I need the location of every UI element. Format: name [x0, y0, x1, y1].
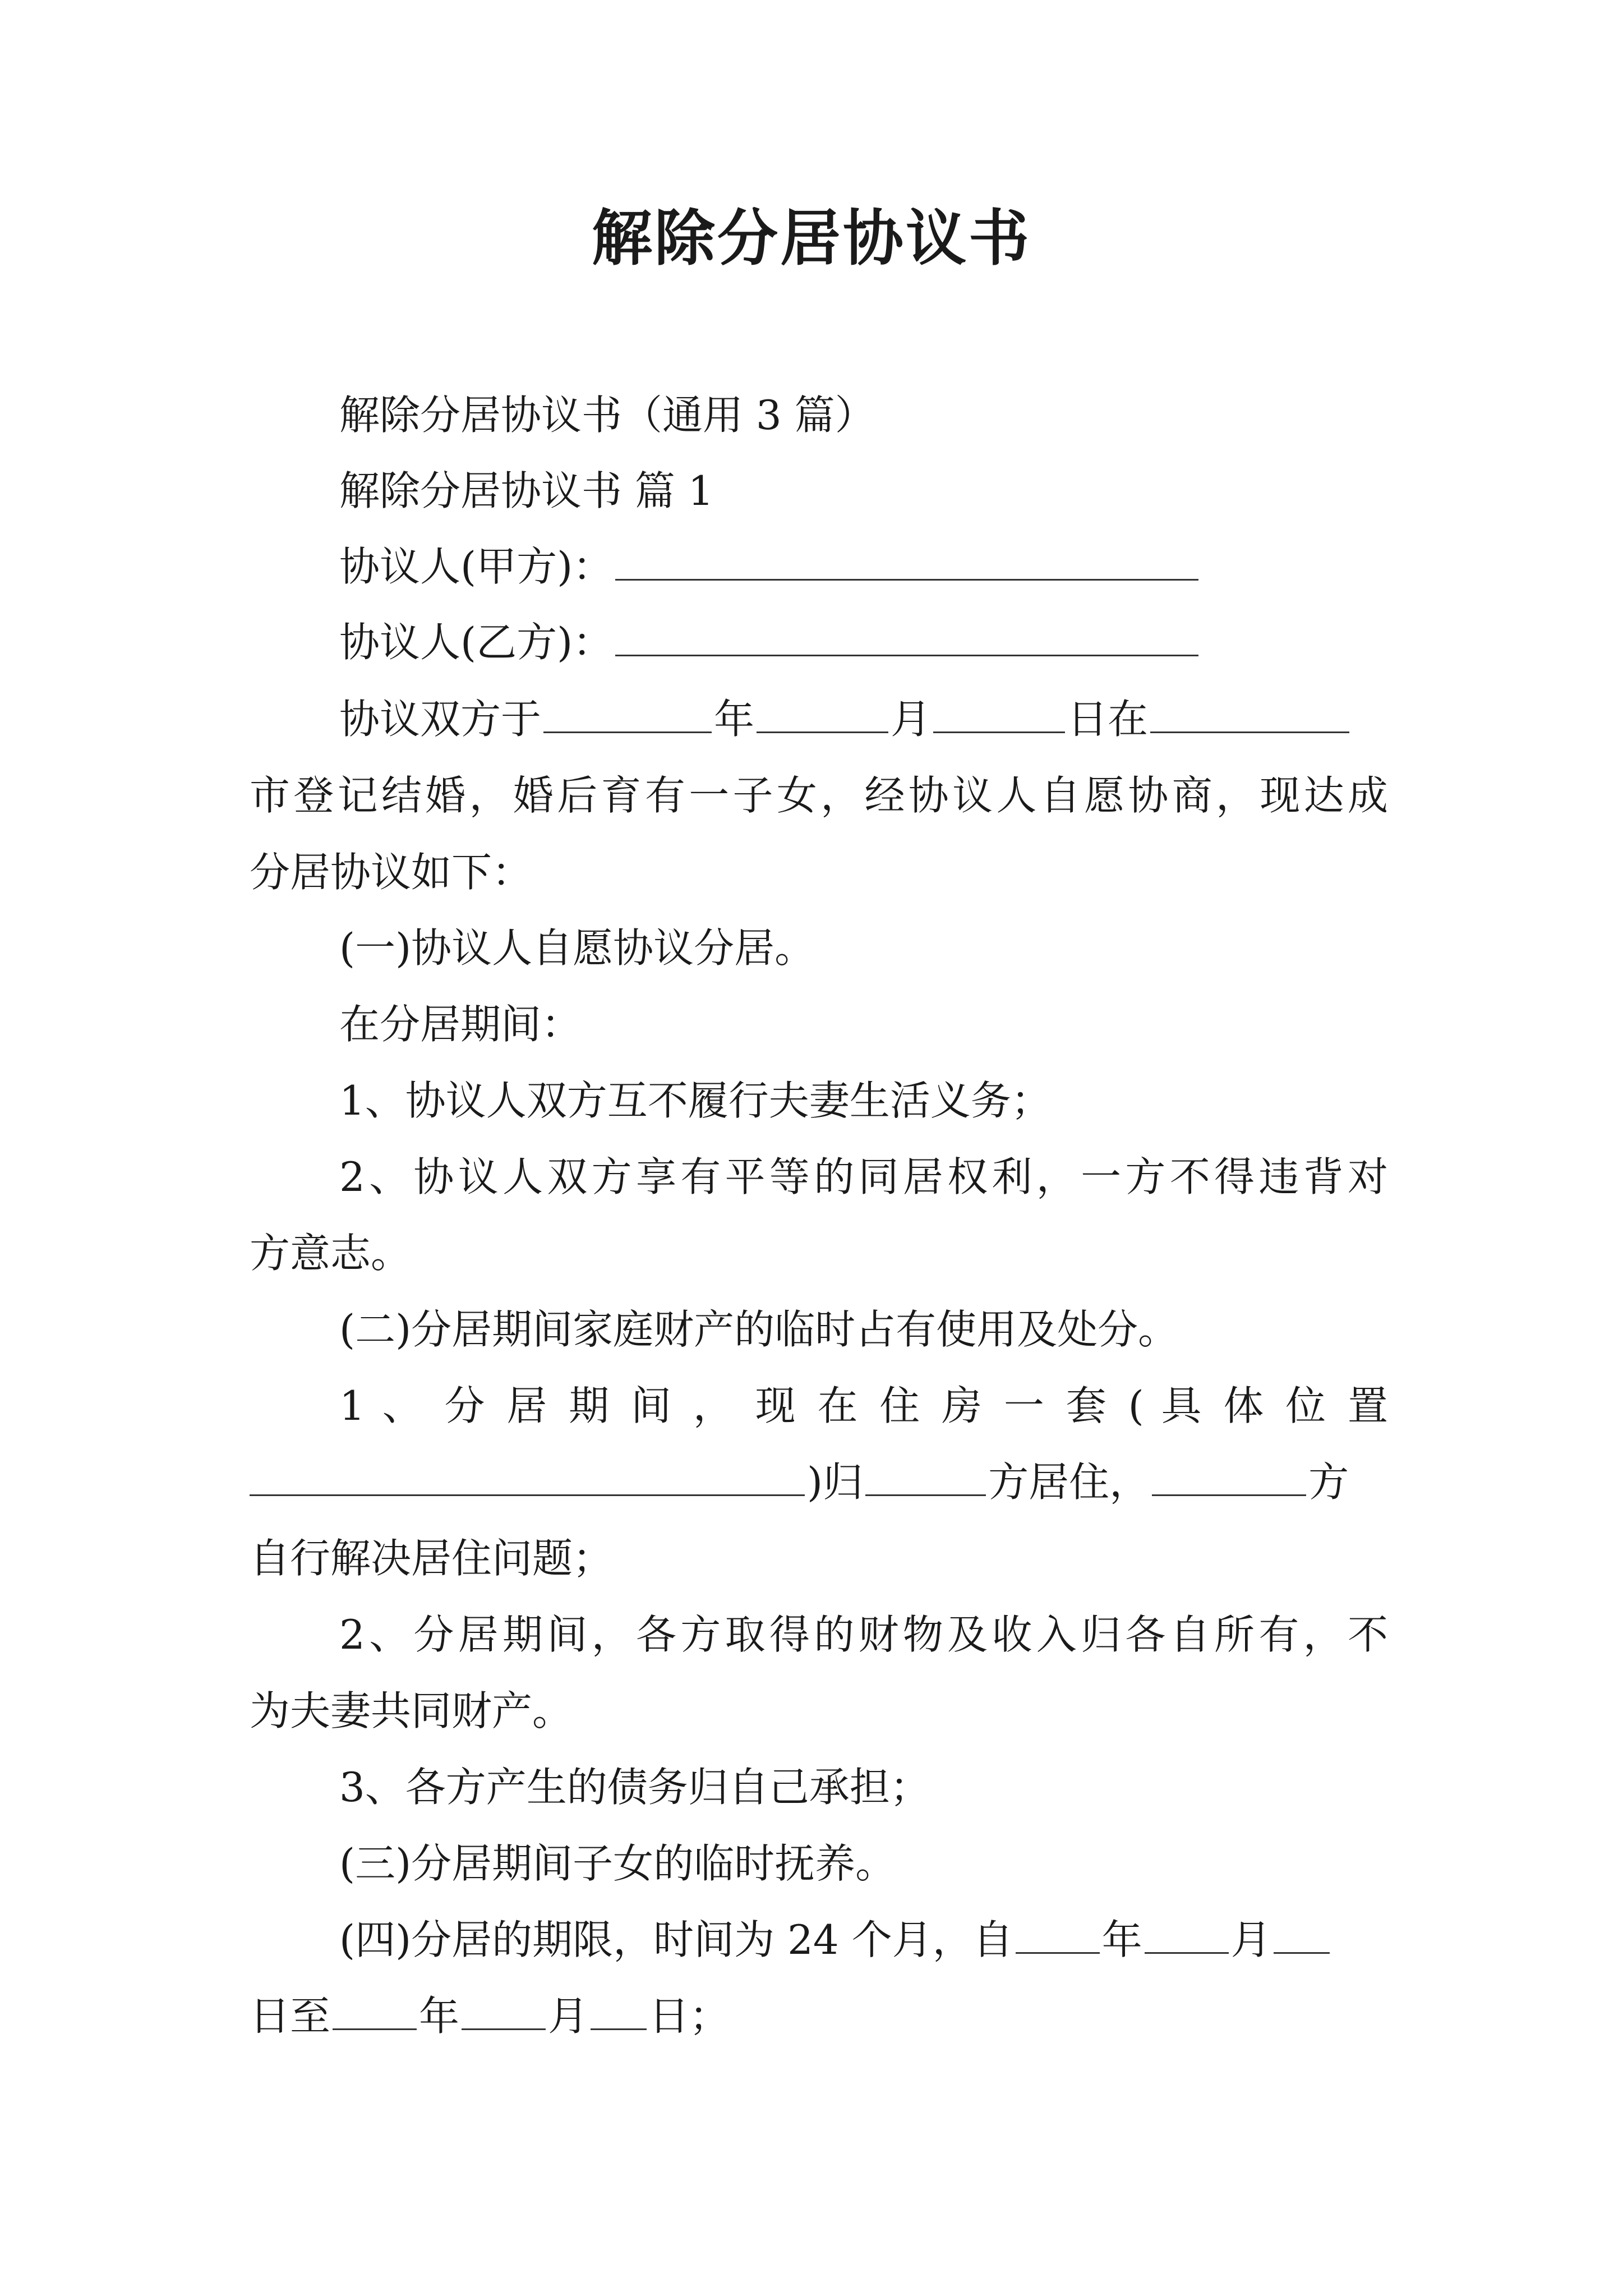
day-blank	[591, 1988, 647, 2030]
location-blank	[250, 1454, 805, 1496]
text-fragment: 日至	[250, 1993, 331, 2040]
marriage-date-line	[250, 691, 1388, 747]
paragraph-line: 2、协议人双方享有平等的同居权利，一方不得违背对	[339, 1153, 1388, 1200]
party-b-blank	[615, 614, 1198, 656]
party-a-line	[250, 539, 1388, 595]
paragraph-line: 市登记结婚，婚后育有一子女，经协议人自愿协商，现达成	[250, 772, 1388, 819]
text-fragment: (四)分居的期限，时间为 24 个月，自	[339, 1916, 1013, 1963]
text-fragment: 协议双方于	[339, 696, 542, 743]
month-blank	[757, 691, 888, 733]
text-fragment: )归	[807, 1458, 864, 1506]
text-fragment: 年	[714, 696, 755, 743]
paragraph-line: 3、各方产生的债务归自己承担；	[339, 1764, 930, 1811]
document-title: 解除分居协议书	[591, 203, 1031, 274]
city-blank	[1150, 691, 1349, 733]
party-blank	[865, 1454, 986, 1496]
party-b-label: 协议人(乙方)：	[339, 619, 614, 666]
text-fragment: 年	[1101, 1916, 1142, 1963]
year-blank	[543, 691, 712, 733]
term-line	[250, 1912, 1388, 1968]
clause-heading: (一)协议人自愿协议分居。	[339, 924, 815, 972]
text-fragment: 月	[1230, 1916, 1271, 1963]
year-blank	[1016, 1912, 1100, 1954]
paragraph-line: 1、协议人双方互不履行夫妻生活义务；	[339, 1077, 1052, 1124]
term-end-line	[250, 1988, 1388, 2044]
section-heading: 解除分居协议书 篇 1	[339, 467, 714, 514]
text-fragment: 日在	[1067, 696, 1149, 743]
text-fragment: 方居住，	[988, 1458, 1150, 1506]
paragraph-line: 自行解决居住问题；	[250, 1535, 614, 1582]
party-a-blank	[615, 539, 1198, 581]
paragraph-line: 1 、 分 居 期 间 ， 现 在 住 房 一 套 ( 具 体 位 置	[339, 1382, 1388, 1429]
paragraph-line: 在分居期间：	[339, 1001, 582, 1048]
party-a-label: 协议人(甲方)：	[339, 543, 614, 590]
text-fragment: 月	[891, 696, 932, 743]
housing-line	[250, 1454, 1388, 1510]
day-blank	[933, 691, 1065, 733]
paragraph-line: 方意志。	[250, 1230, 412, 1277]
text-fragment: 日；	[649, 1993, 730, 2040]
day-blank	[1274, 1912, 1330, 1954]
month-blank	[1145, 1912, 1229, 1954]
text-fragment: 方	[1308, 1458, 1349, 1506]
paragraph-line: 为夫妻共同财产。	[250, 1687, 573, 1734]
clause-heading: (三)分居期间子女的临时抚养。	[339, 1840, 896, 1887]
party-b-line	[250, 614, 1388, 670]
year-blank	[333, 1988, 417, 2030]
text-fragment: 年	[419, 1993, 460, 2040]
paragraph-line: 2、分居期间，各方取得的财物及收入归各自所有，不	[339, 1611, 1388, 1658]
subtitle-line: 解除分居协议书（通用 3 篇）	[339, 392, 875, 439]
party-blank	[1152, 1454, 1306, 1496]
text-fragment: 月	[548, 1993, 589, 2040]
paragraph-line: 分居协议如下：	[250, 849, 533, 896]
clause-heading: (二)分居期间家庭财产的临时占有使用及处分。	[339, 1306, 1179, 1353]
month-blank	[462, 1988, 546, 2030]
